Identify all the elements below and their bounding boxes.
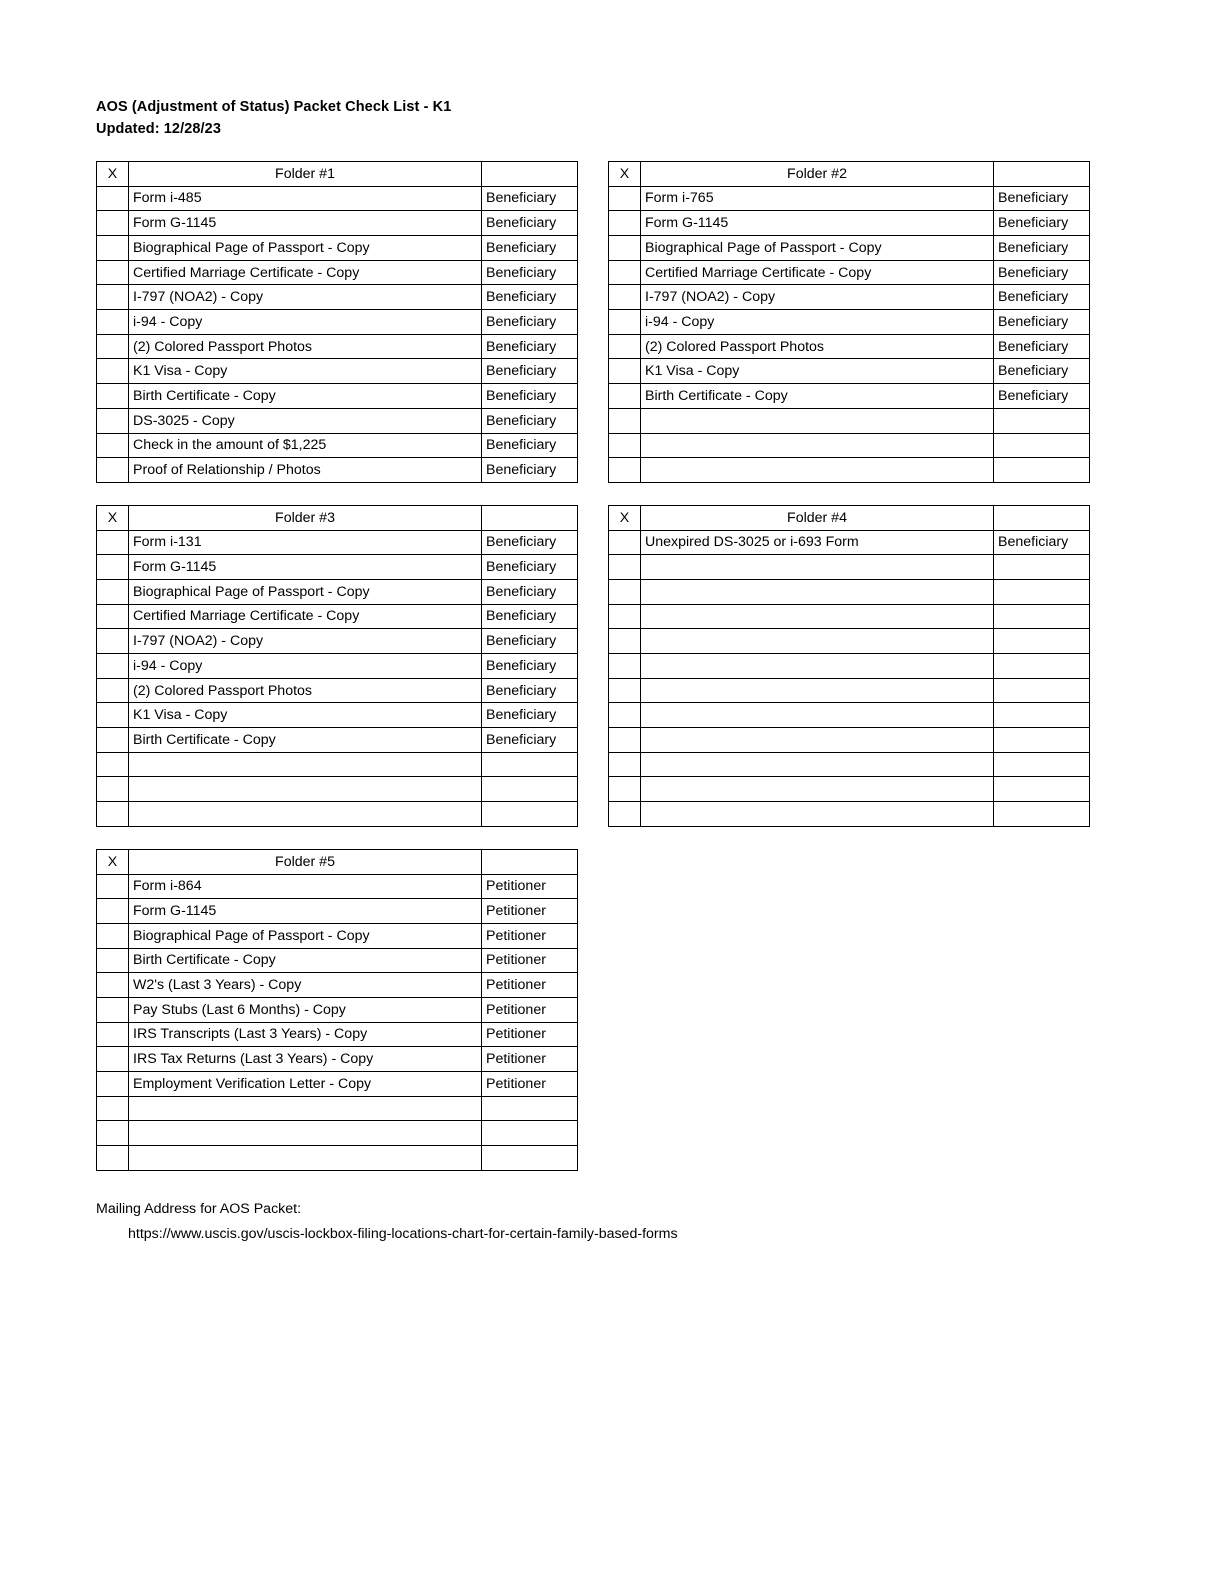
checkbox-cell[interactable] <box>609 186 641 211</box>
responsible-party <box>994 752 1090 777</box>
table-row[interactable] <box>609 334 1090 359</box>
table-row[interactable] <box>97 629 578 654</box>
responsible-party <box>994 604 1090 629</box>
table-row[interactable] <box>609 728 1090 753</box>
checkbox-cell[interactable] <box>97 604 129 629</box>
responsible-party <box>994 555 1090 580</box>
checkbox-cell[interactable] <box>97 728 129 753</box>
responsible-party <box>994 579 1090 604</box>
folder-row-2 <box>96 505 1116 827</box>
table-row[interactable] <box>97 579 578 604</box>
table-row[interactable] <box>97 654 578 679</box>
table-row[interactable] <box>97 359 578 384</box>
checkbox-cell[interactable] <box>97 433 129 458</box>
folder-header-row <box>97 505 578 530</box>
table-row[interactable] <box>97 604 578 629</box>
checkbox-cell[interactable] <box>97 874 129 899</box>
folder-header-row <box>97 161 578 186</box>
checkbox-cell[interactable] <box>97 334 129 359</box>
table-row[interactable] <box>97 285 578 310</box>
item-label <box>641 654 994 679</box>
table-row[interactable] <box>97 874 578 899</box>
table-row[interactable] <box>609 579 1090 604</box>
checkbox-cell[interactable] <box>97 777 129 802</box>
folder-row-1 <box>96 161 1116 483</box>
table-row[interactable] <box>609 458 1090 483</box>
table-row[interactable] <box>97 728 578 753</box>
responsible-party <box>482 752 578 777</box>
checkbox-cell[interactable] <box>97 1072 129 1097</box>
table-row[interactable] <box>97 334 578 359</box>
table-row[interactable] <box>609 604 1090 629</box>
table-row[interactable] <box>97 1146 578 1171</box>
table-row[interactable] <box>97 1072 578 1097</box>
responsible-party: Beneficiary <box>994 186 1090 211</box>
folder-x-header: X <box>609 161 641 186</box>
folder-title: Folder #5 <box>129 849 482 874</box>
table-row[interactable] <box>97 310 578 335</box>
responsible-party: Beneficiary <box>482 260 578 285</box>
responsible-party: Beneficiary <box>482 285 578 310</box>
folder-who-header <box>482 849 578 874</box>
checkbox-cell[interactable] <box>609 604 641 629</box>
item-label: (2) Colored Passport Photos <box>129 678 482 703</box>
responsible-party: Beneficiary <box>482 703 578 728</box>
folder-x-header: X <box>97 161 129 186</box>
table-row[interactable] <box>97 186 578 211</box>
checkbox-cell[interactable] <box>609 678 641 703</box>
table-row[interactable] <box>97 777 578 802</box>
folder-title: Folder #3 <box>129 505 482 530</box>
responsible-party: Beneficiary <box>482 310 578 335</box>
item-label <box>641 777 994 802</box>
checkbox-cell[interactable] <box>97 260 129 285</box>
responsible-party: Beneficiary <box>482 334 578 359</box>
checkbox-cell[interactable] <box>97 899 129 924</box>
checkbox-cell[interactable] <box>97 285 129 310</box>
item-label: I-797 (NOA2) - Copy <box>129 629 482 654</box>
responsible-party: Petitioner <box>482 997 578 1022</box>
item-label <box>129 1096 482 1121</box>
item-label <box>641 408 994 433</box>
footer-section <box>96 1197 1116 1247</box>
checkbox-cell[interactable] <box>609 579 641 604</box>
responsible-party <box>994 703 1090 728</box>
item-label <box>641 802 994 827</box>
item-label: Check in the amount of $1,225 <box>129 433 482 458</box>
checkbox-cell[interactable] <box>609 384 641 409</box>
item-label: Form i-864 <box>129 874 482 899</box>
table-row[interactable] <box>609 678 1090 703</box>
responsible-party: Beneficiary <box>482 458 578 483</box>
checkbox-cell[interactable] <box>609 752 641 777</box>
table-row[interactable] <box>609 629 1090 654</box>
table-row[interactable] <box>97 1047 578 1072</box>
folder-x-header: X <box>609 505 641 530</box>
responsible-party: Beneficiary <box>994 236 1090 261</box>
responsible-party: Beneficiary <box>482 384 578 409</box>
item-label <box>641 728 994 753</box>
checkbox-cell[interactable] <box>609 433 641 458</box>
checkbox-cell[interactable] <box>97 923 129 948</box>
responsible-party: Petitioner <box>482 899 578 924</box>
item-label: Form i-765 <box>641 186 994 211</box>
responsible-party: Beneficiary <box>482 236 578 261</box>
item-label: Pay Stubs (Last 6 Months) - Copy <box>129 997 482 1022</box>
table-row[interactable] <box>97 948 578 973</box>
table-row[interactable] <box>97 678 578 703</box>
table-row[interactable] <box>609 555 1090 580</box>
item-label: Form i-485 <box>129 186 482 211</box>
responsible-party: Beneficiary <box>482 604 578 629</box>
item-label: Certified Marriage Certificate - Copy <box>641 260 994 285</box>
table-row[interactable] <box>609 433 1090 458</box>
item-label: K1 Visa - Copy <box>641 359 994 384</box>
checkbox-cell[interactable] <box>609 654 641 679</box>
responsible-party <box>482 777 578 802</box>
item-label: Unexpired DS-3025 or i-693 Form <box>641 530 994 555</box>
table-row[interactable] <box>97 433 578 458</box>
checkbox-cell[interactable] <box>97 1096 129 1121</box>
page-subtitle: Updated: 12/28/23 <box>96 121 221 138</box>
responsible-party: Petitioner <box>482 1022 578 1047</box>
item-label <box>641 703 994 728</box>
folder-header-row <box>609 505 1090 530</box>
folder-title: Folder #2 <box>641 161 994 186</box>
table-row[interactable] <box>97 530 578 555</box>
responsible-party: Petitioner <box>482 923 578 948</box>
checkbox-cell[interactable] <box>97 211 129 236</box>
item-label: Biographical Page of Passport - Copy <box>129 923 482 948</box>
responsible-party: Petitioner <box>482 874 578 899</box>
responsible-party: Beneficiary <box>994 260 1090 285</box>
table-row[interactable] <box>97 752 578 777</box>
table-row[interactable] <box>97 384 578 409</box>
table-row[interactable] <box>609 752 1090 777</box>
item-label: Form G-1145 <box>641 211 994 236</box>
responsible-party <box>482 802 578 827</box>
folder-x-header: X <box>97 849 129 874</box>
responsible-party: Beneficiary <box>994 310 1090 335</box>
mailing-address-link[interactable]: https://www.uscis.gov/uscis-lockbox-filing-locations-chart-for-certain-family-based-forms <box>128 1225 678 1242</box>
checkbox-cell[interactable] <box>97 310 129 335</box>
folder-table-3 <box>96 505 578 827</box>
table-row[interactable] <box>97 1121 578 1146</box>
item-label <box>641 752 994 777</box>
item-label: i-94 - Copy <box>641 310 994 335</box>
table-row[interactable] <box>97 1022 578 1047</box>
checkbox-cell[interactable] <box>97 703 129 728</box>
item-label <box>641 604 994 629</box>
folder-who-header <box>994 505 1090 530</box>
item-label: Birth Certificate - Copy <box>641 384 994 409</box>
table-row[interactable] <box>97 555 578 580</box>
responsible-party: Beneficiary <box>482 211 578 236</box>
table-row[interactable] <box>609 384 1090 409</box>
checkbox-cell[interactable] <box>609 555 641 580</box>
folder-who-header <box>482 161 578 186</box>
responsible-party: Petitioner <box>482 1072 578 1097</box>
responsible-party <box>482 1146 578 1171</box>
item-label: I-797 (NOA2) - Copy <box>129 285 482 310</box>
item-label <box>129 802 482 827</box>
checkbox-cell[interactable] <box>97 555 129 580</box>
responsible-party <box>994 408 1090 433</box>
checkbox-cell[interactable] <box>609 334 641 359</box>
folder-who-header <box>994 161 1090 186</box>
table-row[interactable] <box>97 997 578 1022</box>
responsible-party: Beneficiary <box>482 408 578 433</box>
responsible-party <box>994 678 1090 703</box>
table-row[interactable] <box>97 1096 578 1121</box>
folder-who-header <box>482 505 578 530</box>
folder-table-1 <box>96 161 578 483</box>
item-label: K1 Visa - Copy <box>129 359 482 384</box>
responsible-party: Beneficiary <box>482 555 578 580</box>
responsible-party: Beneficiary <box>482 629 578 654</box>
responsible-party: Beneficiary <box>482 678 578 703</box>
item-label: Birth Certificate - Copy <box>129 728 482 753</box>
table-row[interactable] <box>97 973 578 998</box>
checkbox-cell[interactable] <box>609 260 641 285</box>
responsible-party <box>994 629 1090 654</box>
table-row[interactable] <box>97 923 578 948</box>
item-label: (2) Colored Passport Photos <box>641 334 994 359</box>
item-label: Certified Marriage Certificate - Copy <box>129 260 482 285</box>
checkbox-cell[interactable] <box>97 1146 129 1171</box>
table-row[interactable] <box>609 285 1090 310</box>
folder-x-header: X <box>97 505 129 530</box>
checkbox-cell[interactable] <box>609 802 641 827</box>
table-row[interactable] <box>97 703 578 728</box>
item-label: Form i-131 <box>129 530 482 555</box>
checkbox-cell[interactable] <box>97 802 129 827</box>
responsible-party: Petitioner <box>482 948 578 973</box>
responsible-party <box>482 1096 578 1121</box>
responsible-party: Beneficiary <box>994 334 1090 359</box>
responsible-party <box>482 1121 578 1146</box>
responsible-party: Beneficiary <box>482 530 578 555</box>
responsible-party <box>994 728 1090 753</box>
checkbox-cell[interactable] <box>97 629 129 654</box>
item-label <box>641 433 994 458</box>
checkbox-cell[interactable] <box>97 1022 129 1047</box>
table-row[interactable] <box>609 802 1090 827</box>
folder-row-3 <box>96 849 1116 1171</box>
checkbox-cell[interactable] <box>97 408 129 433</box>
folder-title: Folder #1 <box>129 161 482 186</box>
checkbox-cell[interactable] <box>609 777 641 802</box>
checkbox-cell[interactable] <box>609 629 641 654</box>
table-row[interactable] <box>609 408 1090 433</box>
item-label: Biographical Page of Passport - Copy <box>641 236 994 261</box>
responsible-party <box>994 433 1090 458</box>
table-row[interactable] <box>609 703 1090 728</box>
responsible-party: Beneficiary <box>994 384 1090 409</box>
table-row[interactable] <box>97 260 578 285</box>
item-label: IRS Tax Returns (Last 3 Years) - Copy <box>129 1047 482 1072</box>
checkbox-cell[interactable] <box>97 236 129 261</box>
table-row[interactable] <box>97 458 578 483</box>
page-title: AOS (Adjustment of Status) Packet Check List - K1 <box>96 99 452 115</box>
checkbox-cell[interactable] <box>97 186 129 211</box>
table-row[interactable] <box>609 260 1090 285</box>
table-row[interactable] <box>97 408 578 433</box>
responsible-party: Beneficiary <box>994 285 1090 310</box>
table-row[interactable] <box>609 654 1090 679</box>
responsible-party: Beneficiary <box>994 359 1090 384</box>
checkbox-cell[interactable] <box>97 1121 129 1146</box>
table-row[interactable] <box>609 359 1090 384</box>
table-row[interactable] <box>609 310 1090 335</box>
checkbox-cell[interactable] <box>97 752 129 777</box>
table-row[interactable] <box>97 899 578 924</box>
item-label <box>129 777 482 802</box>
responsible-party <box>994 802 1090 827</box>
responsible-party: Beneficiary <box>482 579 578 604</box>
item-label: (2) Colored Passport Photos <box>129 334 482 359</box>
item-label: Form G-1145 <box>129 899 482 924</box>
responsible-party: Beneficiary <box>482 186 578 211</box>
item-label: W2's (Last 3 Years) - Copy <box>129 973 482 998</box>
item-label <box>641 629 994 654</box>
item-label: Biographical Page of Passport - Copy <box>129 579 482 604</box>
checkbox-cell[interactable] <box>97 1047 129 1072</box>
checkbox-cell[interactable] <box>97 579 129 604</box>
table-row[interactable] <box>609 186 1090 211</box>
responsible-party: Petitioner <box>482 973 578 998</box>
checkbox-cell[interactable] <box>97 530 129 555</box>
responsible-party <box>994 654 1090 679</box>
item-label: Birth Certificate - Copy <box>129 384 482 409</box>
table-row[interactable] <box>97 802 578 827</box>
checkbox-cell[interactable] <box>609 211 641 236</box>
mailing-address-label: Mailing Address for AOS Packet: <box>96 1200 302 1217</box>
item-label: I-797 (NOA2) - Copy <box>641 285 994 310</box>
item-label: Certified Marriage Certificate - Copy <box>129 604 482 629</box>
checkbox-cell[interactable] <box>97 973 129 998</box>
folder-table-2 <box>608 161 1090 483</box>
checkbox-cell[interactable] <box>609 458 641 483</box>
responsible-party <box>994 458 1090 483</box>
folder-header-row <box>609 161 1090 186</box>
item-label: Form G-1145 <box>129 555 482 580</box>
table-row[interactable] <box>609 530 1090 555</box>
responsible-party: Beneficiary <box>994 211 1090 236</box>
checkbox-cell[interactable] <box>609 236 641 261</box>
table-row[interactable] <box>609 236 1090 261</box>
item-label: DS-3025 - Copy <box>129 408 482 433</box>
item-label: K1 Visa - Copy <box>129 703 482 728</box>
responsible-party: Beneficiary <box>482 728 578 753</box>
item-label: i-94 - Copy <box>129 654 482 679</box>
item-label <box>129 1121 482 1146</box>
responsible-party <box>994 777 1090 802</box>
table-row[interactable] <box>609 211 1090 236</box>
table-row[interactable] <box>609 777 1090 802</box>
checkbox-cell[interactable] <box>609 285 641 310</box>
item-label: Form G-1145 <box>129 211 482 236</box>
folder-title: Folder #4 <box>641 505 994 530</box>
folder-table-5 <box>96 849 578 1171</box>
item-label <box>641 678 994 703</box>
checkbox-cell[interactable] <box>609 408 641 433</box>
item-label: Birth Certificate - Copy <box>129 948 482 973</box>
responsible-party: Petitioner <box>482 1047 578 1072</box>
responsible-party: Beneficiary <box>482 359 578 384</box>
item-label: i-94 - Copy <box>129 310 482 335</box>
item-label <box>641 458 994 483</box>
checkbox-cell[interactable] <box>97 384 129 409</box>
table-row[interactable] <box>97 236 578 261</box>
checkbox-cell[interactable] <box>609 359 641 384</box>
checkbox-cell[interactable] <box>97 359 129 384</box>
item-label: IRS Transcripts (Last 3 Years) - Copy <box>129 1022 482 1047</box>
table-row[interactable] <box>97 211 578 236</box>
item-label: Biographical Page of Passport - Copy <box>129 236 482 261</box>
folder-table-4 <box>608 505 1090 827</box>
item-label: Employment Verification Letter - Copy <box>129 1072 482 1097</box>
item-label: Proof of Relationship / Photos <box>129 458 482 483</box>
item-label <box>641 555 994 580</box>
checkbox-cell[interactable] <box>609 703 641 728</box>
responsible-party: Beneficiary <box>482 654 578 679</box>
checkbox-cell[interactable] <box>97 997 129 1022</box>
item-label <box>129 752 482 777</box>
responsible-party: Beneficiary <box>482 433 578 458</box>
checkbox-cell[interactable] <box>97 948 129 973</box>
checkbox-cell[interactable] <box>97 654 129 679</box>
item-label <box>129 1146 482 1171</box>
checkbox-cell[interactable] <box>609 310 641 335</box>
item-label <box>641 579 994 604</box>
checkbox-cell[interactable] <box>609 728 641 753</box>
checkbox-cell[interactable] <box>609 530 641 555</box>
folder-header-row <box>97 849 578 874</box>
responsible-party: Beneficiary <box>994 530 1090 555</box>
checkbox-cell[interactable] <box>97 678 129 703</box>
checkbox-cell[interactable] <box>97 458 129 483</box>
